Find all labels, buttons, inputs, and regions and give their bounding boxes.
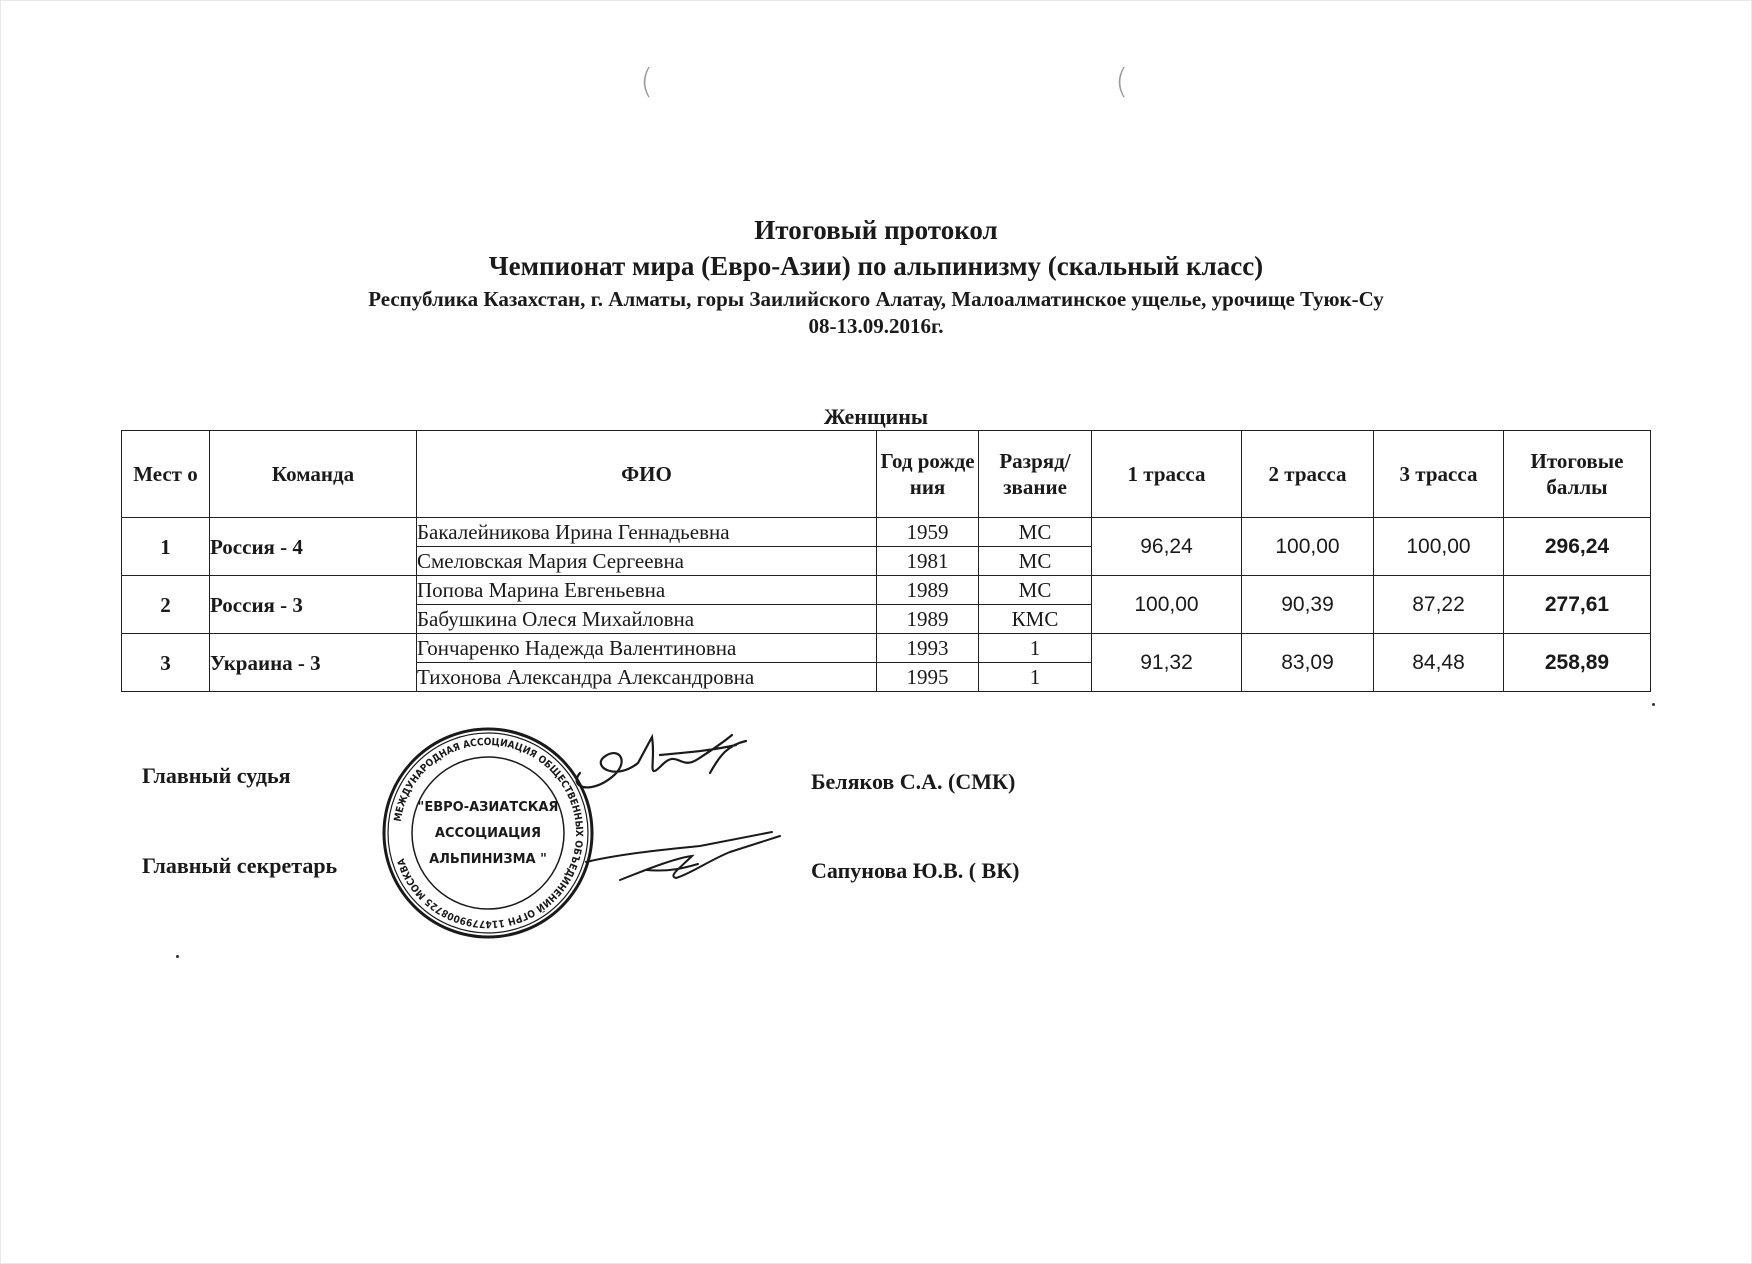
birth-year: 1993	[877, 634, 979, 663]
total-score: 277,61	[1504, 576, 1651, 634]
stamp-center-text-line2: АССОЦИАЦИЯ	[434, 826, 542, 841]
event-location: Республика Казахстан, г. Алматы, горы Заилийского Алатау, Малоалматинское ущелье, урочище Туюк-Су	[368, 287, 1384, 311]
table-row	[122, 634, 1651, 663]
results-table	[121, 430, 1651, 692]
team-cell: Россия - 4	[210, 518, 417, 576]
team-cell: Россия - 3	[210, 576, 417, 634]
category-label: Женщины	[823, 404, 929, 429]
athlete-name: Бакалейникова Ирина Геннадьевна	[417, 518, 877, 547]
sport-rank: 1	[979, 663, 1092, 692]
total-score: 258,89	[1504, 634, 1651, 692]
stamp-center-text-line1: "ЕВРО-АЗИАТСКАЯ	[417, 800, 559, 815]
table-row	[122, 576, 1651, 605]
route3-score: 100,00	[1374, 518, 1504, 576]
col-header-team: Команда	[210, 431, 417, 518]
route1-score: 96,24	[1092, 518, 1242, 576]
col-header-place: Мест о	[122, 431, 210, 518]
place-cell: 2	[122, 576, 210, 634]
chief-judge-signature	[560, 715, 760, 805]
sport-rank: 1	[979, 634, 1092, 663]
birth-year: 1989	[877, 605, 979, 634]
birth-year: 1989	[877, 576, 979, 605]
col-header-route3: 3 трасса	[1374, 431, 1504, 518]
route2-score: 100,00	[1242, 518, 1374, 576]
birth-year: 1981	[877, 547, 979, 576]
athlete-name: Тихонова Александра Александровна	[417, 663, 877, 692]
event-title: Чемпионат мира (Евро-Азии) по альпинизму (скальный класс)	[488, 251, 1264, 281]
route3-score: 87,22	[1374, 576, 1504, 634]
col-header-route1: 1 трасса	[1092, 431, 1242, 518]
stamp-ring-text: МЕЖДУНАРОДНАЯ АССОЦИАЦИЯ ОБЩЕСТВЕННЫХ ОБЪЕДИНЕНИЙ ОГРН 1147799008725 МОСКВА	[392, 736, 585, 930]
route2-score: 90,39	[1242, 576, 1374, 634]
chief-secretary-signature	[580, 828, 790, 888]
chief-secretary-name: Сапунова Ю.В. ( ВК)	[811, 858, 1020, 883]
birth-year: 1995	[877, 663, 979, 692]
birth-year: 1959	[877, 518, 979, 547]
table-row	[122, 518, 1651, 547]
route1-score: 100,00	[1092, 576, 1242, 634]
header-row	[122, 431, 1651, 518]
place-cell: 3	[122, 634, 210, 692]
col-header-route2: 2 трасса	[1242, 431, 1374, 518]
chief-judge-name: Беляков С.А. (СМК)	[811, 769, 1016, 794]
col-header-name: ФИО	[417, 431, 877, 518]
col-header-rank: Разряд/ звание	[979, 431, 1092, 518]
athlete-name: Бабушкина Олеся Михайловна	[417, 605, 877, 634]
sport-rank: МС	[979, 518, 1092, 547]
place-cell: 1	[122, 518, 210, 576]
col-header-total: Итоговые баллы	[1504, 431, 1651, 518]
athlete-name: Гончаренко Надежда Валентиновна	[417, 634, 877, 663]
col-header-year: Год рожде ния	[877, 431, 979, 518]
chief-secretary-label: Главный секретарь	[142, 853, 338, 878]
total-score: 296,24	[1504, 518, 1651, 576]
document-title: Итоговый протокол	[754, 215, 998, 245]
athlete-name: Смеловская Мария Сергеевна	[417, 547, 877, 576]
chief-judge-label: Главный судья	[142, 763, 291, 788]
sport-rank: МС	[979, 547, 1092, 576]
route1-score: 91,32	[1092, 634, 1242, 692]
team-cell: Украина - 3	[210, 634, 417, 692]
sport-rank: МС	[979, 576, 1092, 605]
event-dates: 08-13.09.2016г.	[808, 314, 944, 338]
stamp-center-text-line3: АЛЬПИНИЗМА "	[429, 852, 547, 867]
route2-score: 83,09	[1242, 634, 1374, 692]
punch-hole-mark-left: (	[640, 62, 654, 102]
athlete-name: Попова Марина Евгеньевна	[417, 576, 877, 605]
route3-score: 84,48	[1374, 634, 1504, 692]
scan-speck	[1652, 703, 1655, 706]
punch-hole-mark-right: (	[1115, 62, 1129, 102]
sport-rank: КМС	[979, 605, 1092, 634]
document-header	[0, 213, 1752, 340]
scan-speck	[176, 955, 179, 958]
